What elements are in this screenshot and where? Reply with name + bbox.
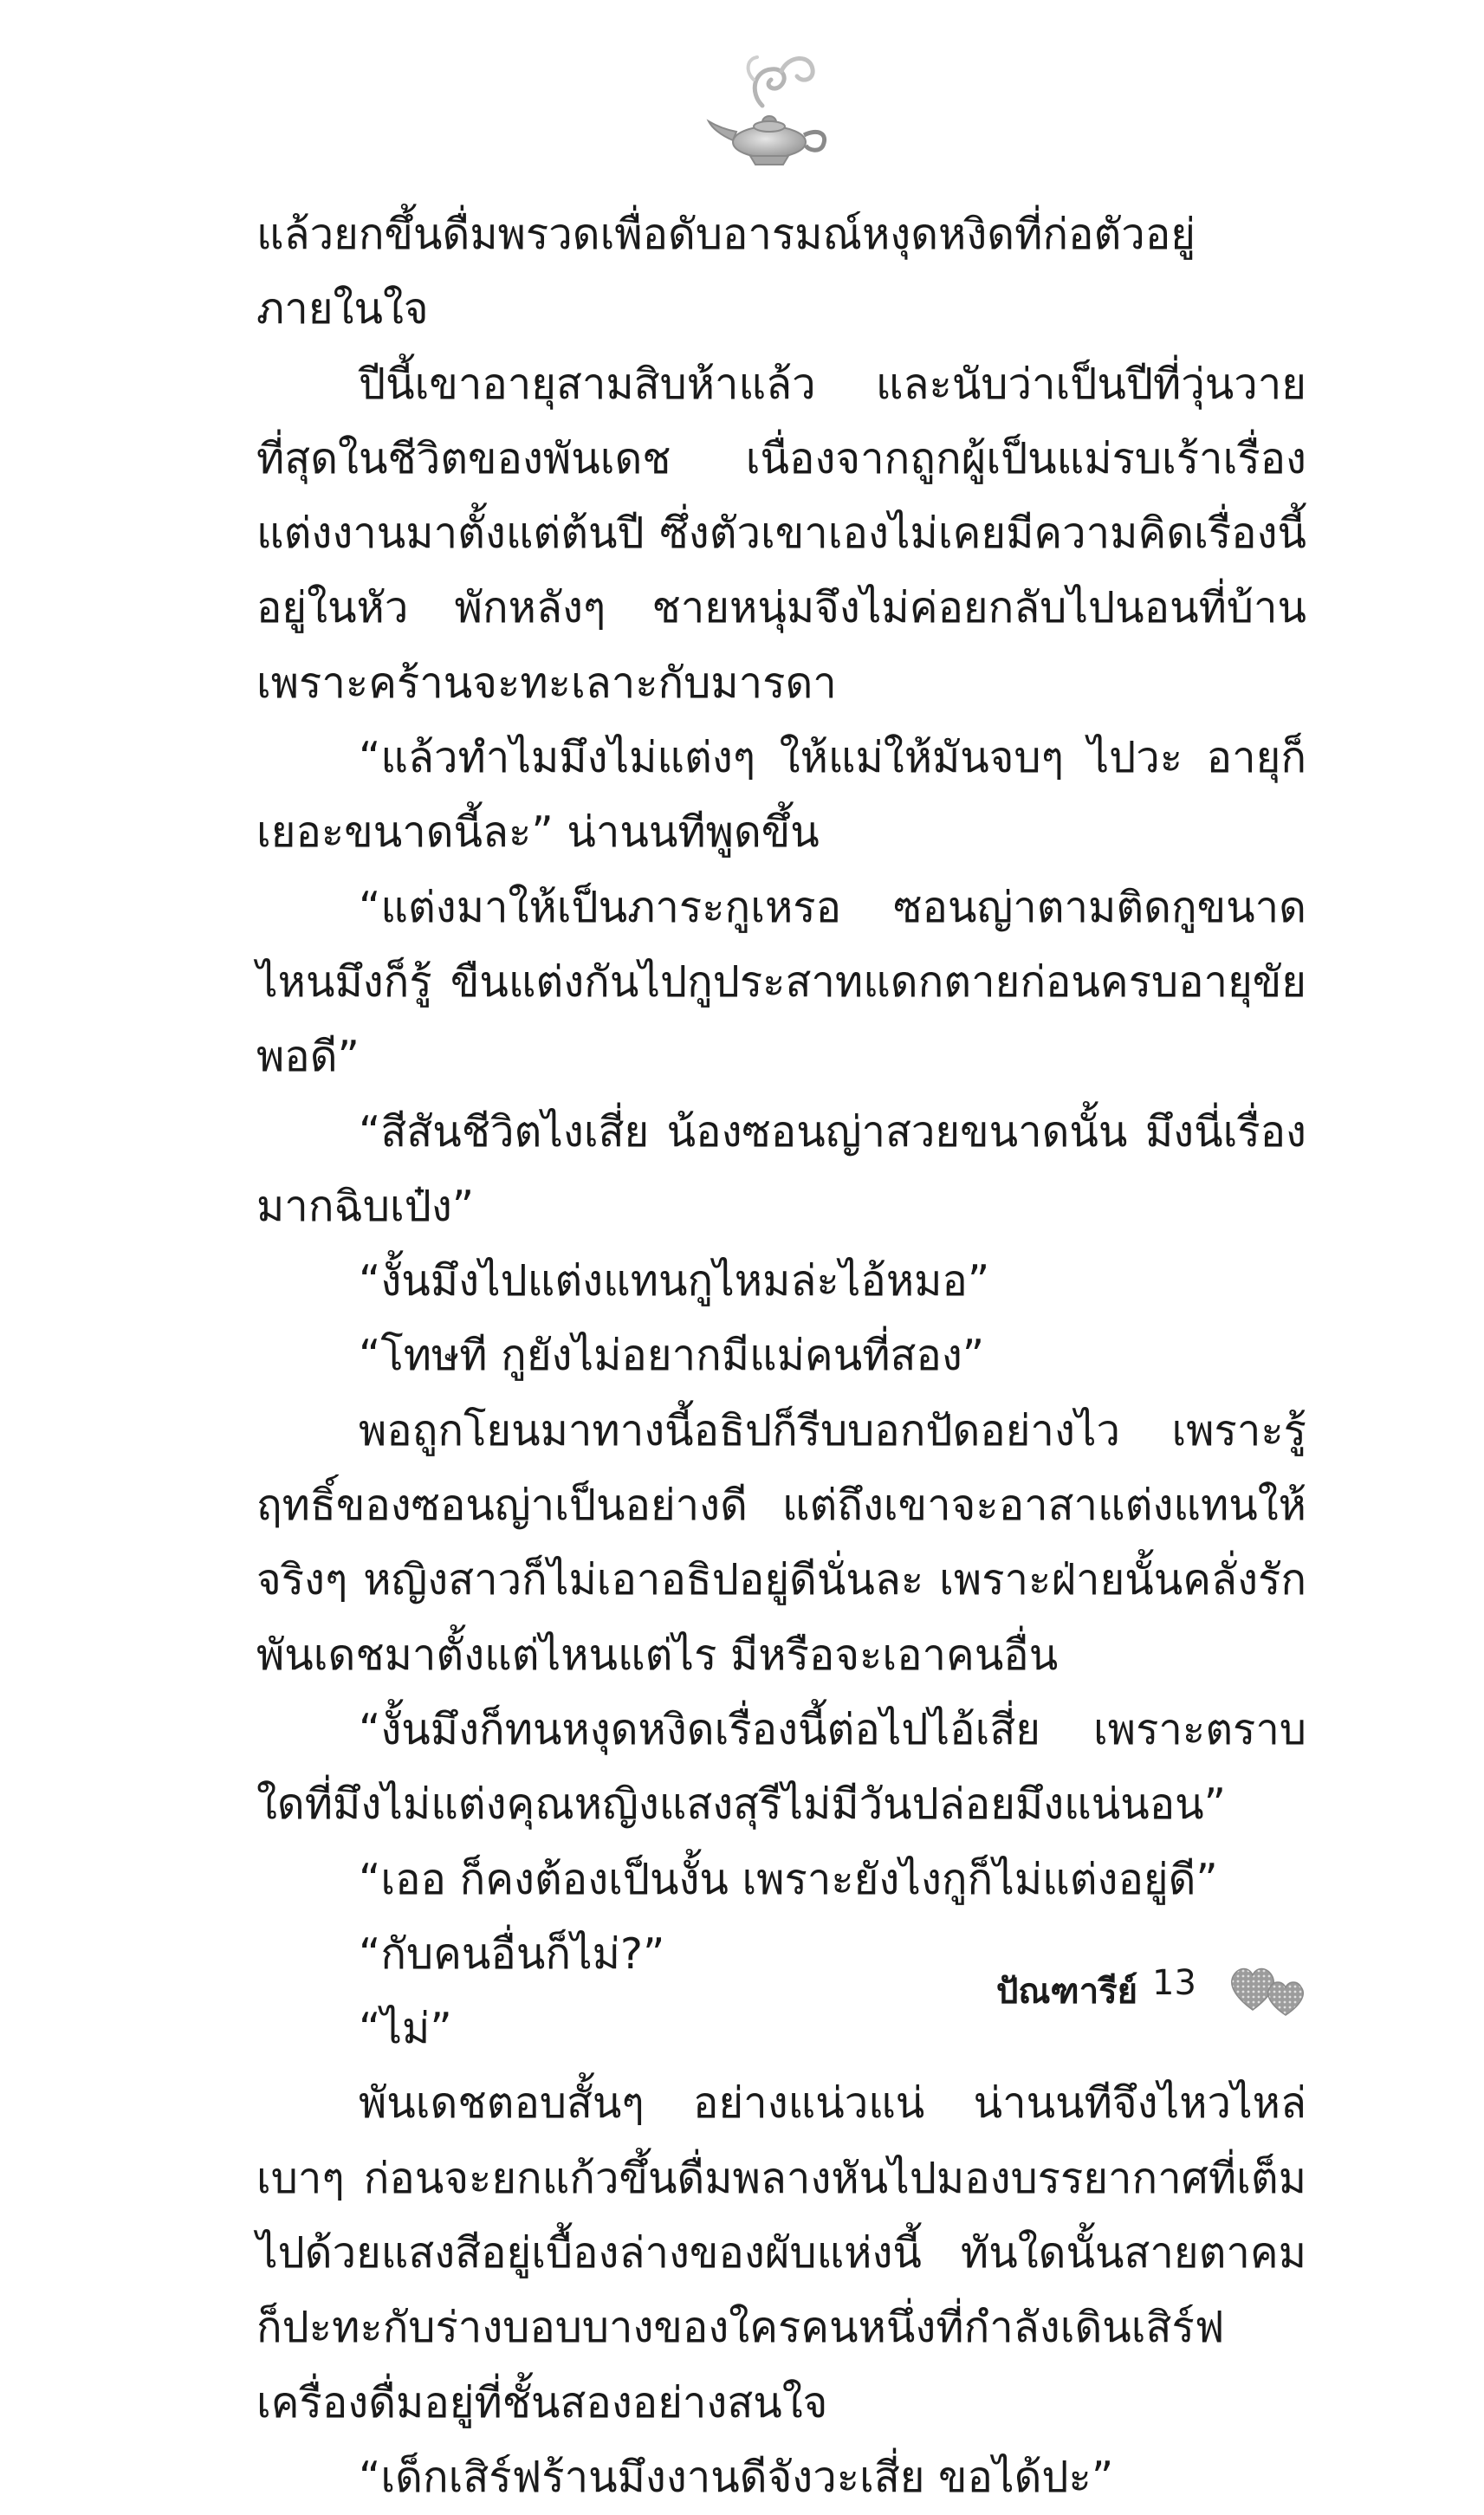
genie-lamp-icon — [702, 45, 840, 175]
page-footer — [996, 1956, 1308, 2034]
paragraph: “สีสันชีวิตไงเสี่ย น้องซอนญ่าสวยขนาดนั้น มึงนี่เรื่องมากฉิบเป๋ง” — [256, 1106, 1306, 1231]
paragraph: พันเดชตอบสั้นๆ อย่างแน่วแน่ น่านนทีจึงไหวไหล่เบาๆ ก่อนจะยกแก้วขึ้นดื่มพลางหันไปมองบรรยากาศที่เต็มไปด้วยแสงสีอยู่เบื้องล่างของผับแห่งนี้ ทันใดนั้นสายตาคมก็ปะทะกับร่างบอบบางของใครคนหนึ่งที่กำลังเดินเสิร์ฟเครื่องดื่มอยู่ที่ชั้นสองอย่างสนใจ — [256, 2078, 1306, 2427]
paragraph: “เออ ก็คงต้องเป็นงั้น เพราะยังไงกูก็ไม่แต่งอยู่ดี” — [359, 1854, 1218, 1904]
paragraph: “งั้นมึงไปแต่งแทนกูไหมล่ะไอ้หมอ” — [359, 1256, 990, 1306]
paragraph: “แต่งมาให้เป็นภาระกูเหรอ ซอนญ่าตามติดกูขนาดไหนมึงก็รู้ ขืนแต่งกันไปกูประสาทแดกตายก่อนครบอายุขัยพอดี” — [256, 882, 1306, 1082]
body-text — [256, 198, 1306, 2515]
paragraph: “เด็กเสิร์ฟร้านมึงงานดีจังวะเสี่ย ขอได้ปะ” — [359, 2452, 1114, 2502]
paragraph: แล้วยกขึ้นดื่มพรวดเพื่อดับอารมณ์หงุดหงิดที่ก่อตัวอยู่ภายในใจ — [256, 210, 1196, 334]
paragraph: “งั้นมึงก็ทนหงุดหงิดเรื่องนี้ต่อไปไอ้เสี่ย เพราะตราบใดที่มึงไม่แต่งคุณหญิงแสงสุรีไม่มีวันปล่อยมึงแน่นอน” — [256, 1704, 1306, 1830]
paragraph: พอถูกโยนมาทางนี้อธิปก็รีบบอกปัดอย่างไว เพราะรู้ฤทธิ์ของซอนญ่าเป็นอย่างดี แต่ถึงเขาจะอาสาแต่งแทนให้จริงๆ หญิงสาวก็ไม่เอาอธิปอยู่ดีนั่นละ เพราะฝ่ายนั้นคลั่งรักพันเดชมาตั้งแต่ไหนแต่ไร มีหรือจะเอาคนอื่น — [256, 1405, 1306, 1680]
paragraph: ปีนี้เขาอายุสามสิบห้าแล้ว และนับว่าเป็นปีที่วุ่นวายที่สุดในชีวิตของพันเดช เนื่องจากถูกผู้เป็นแม่รบเร้าเรื่องแต่งงานมาตั้งแต่ต้นปี ซึ่งตัวเขาเองไม่เคยมีความคิดเรื่องนี้อยู่ในหัว พักหลังๆ ชายหนุ่มจึงไม่ค่อยกลับไปนอนที่บ้าน เพราะคร้านจะทะเลาะกับมารดา — [256, 359, 1306, 708]
author-name: ปัณฑารีย์ — [996, 1972, 1138, 2012]
paragraph: “แล้วทำไมมึงไม่แต่งๆ ให้แม่ให้มันจบๆ ไปวะ อายุก็เยอะขนาดนี้ละ” น่านนทีพูดขึ้น — [256, 733, 1306, 858]
paragraph: “โทษที กูยังไม่อยากมีแม่คนที่สอง” — [359, 1331, 985, 1381]
paragraph: “กับคนอื่นก็ไม่?” — [359, 1928, 665, 1979]
page-number: 13 — [1152, 1963, 1196, 2003]
hearts-icon — [1225, 1958, 1312, 2019]
paragraph: “ไม่” — [359, 2004, 452, 2054]
